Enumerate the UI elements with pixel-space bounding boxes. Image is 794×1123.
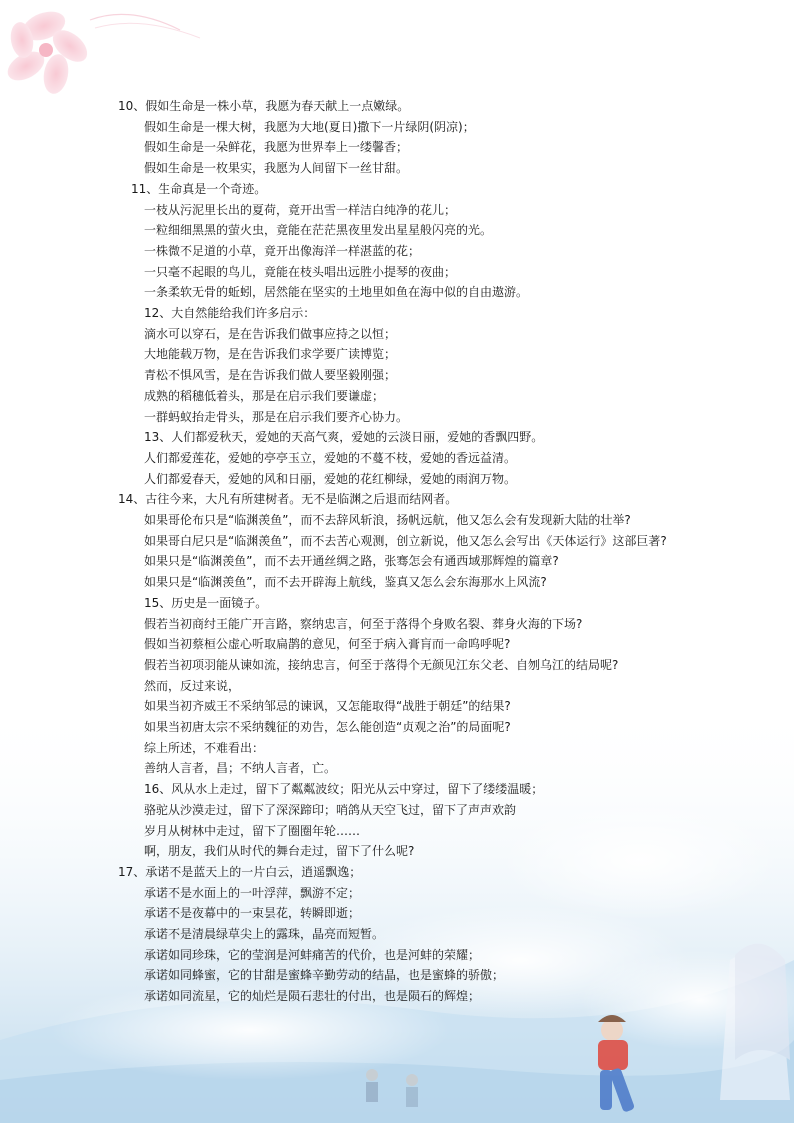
text-line: 然而，反过来说， xyxy=(144,679,241,693)
text-line: 大地能载万物，是在告诉我们求学要广读博览； xyxy=(144,347,397,361)
text-line: 假如当初蔡桓公虚心听取扁鹊的意见，何至于病入膏肓而一命呜呼呢? xyxy=(144,637,511,651)
text-line: 青松不惧风雪，是在告诉我们做人要坚毅刚强； xyxy=(144,368,397,382)
text-line: 啊，朋友，我们从时代的舞台走过，留下了什么呢? xyxy=(144,844,415,858)
text-line: 15、历史是一面镜子。 xyxy=(144,596,268,610)
text-line: 11、生命真是一个奇迹。 xyxy=(131,182,267,196)
text-line: 善纳人言者，昌；不纳人言者，亡。 xyxy=(144,761,337,775)
text-line: 如果只是“临渊羡鱼”，而不去开辟海上航线，鉴真又怎么会东海那水上风流? xyxy=(144,575,547,589)
text-line: 骆驼从沙漠走过，留下了深深蹄印；哨鸽从天空飞过，留下了声声欢韵 xyxy=(144,803,517,817)
text-line: 12、大自然能给我们许多启示： xyxy=(144,306,316,320)
text-line: 假若当初商纣王能广开言路，察纳忠言，何至于落得个身败名裂、葬身火海的下场? xyxy=(144,617,583,631)
text-line: 一条柔软无骨的蚯蚓，居然能在坚实的土地里如鱼在海中似的自由遨游。 xyxy=(144,285,529,299)
text-line: 承诺如同蜂蜜，它的甘甜是蜜蜂辛勤劳动的结晶，也是蜜蜂的骄傲； xyxy=(144,968,505,982)
text-line: 成熟的稻穗低着头，那是在启示我们要谦虚； xyxy=(144,389,385,403)
text-line: 一株微不足道的小草，竟开出像海洋一样湛蓝的花； xyxy=(144,244,421,258)
text-line: 假如生命是一棵大树，我愿为大地(夏日)撒下一片绿阴(阴凉)； xyxy=(144,120,475,134)
text-line: 如果当初唐太宗不采纳魏征的劝告，怎么能创造“贞观之治”的局面呢? xyxy=(144,720,511,734)
text-line: 如果只是“临渊羡鱼”，而不去开通丝绸之路，张骞怎会有通西域那辉煌的篇章? xyxy=(144,554,559,568)
text-line: 一枝从污泥里长出的夏荷，竟开出雪一样洁白纯净的花儿； xyxy=(144,203,457,217)
text-line: 14、古往今来，大凡有所建树者。无不是临渊之后退而结网者。 xyxy=(118,492,458,506)
text-line: 一只毫不起眼的鸟儿，竟能在枝头唱出远胜小提琴的夜曲； xyxy=(144,265,457,279)
text-line: 岁月从树林中走过，留下了圈圈年轮…… xyxy=(144,824,361,838)
text-line: 假若当初项羽能从谏如流，接纳忠言，何至于落得个无颜见江东父老、自刎乌江的结局呢? xyxy=(144,658,619,672)
text-line: 假如生命是一朵鲜花，我愿为世界奉上一缕馨香； xyxy=(144,140,409,154)
flower-decoration xyxy=(3,6,200,96)
text-line: 如果当初齐威王不采纳邹忌的谏讽，又怎能取得“战胜于朝廷”的结果? xyxy=(144,699,511,713)
girl-figure xyxy=(720,944,790,1100)
text-line: 17、承诺不是蓝天上的一片白云，逍遥飘逸； xyxy=(118,865,362,879)
text-line: 13、人们都爱秋天，爱她的天高气爽，爱她的云淡日丽，爱她的香飘四野。 xyxy=(144,430,544,444)
text-line: 如果哥伦布只是“临渊羡鱼”，而不去辞风斩浪，扬帆远航，他又怎么会有发现新大陆的壮举? xyxy=(144,513,631,527)
text-line: 承诺不是清晨绿草尖上的露珠，晶亮而短暂。 xyxy=(144,927,385,941)
text-line: 一粒细细黑黑的萤火虫，竟能在茫茫黑夜里发出星星般闪亮的光。 xyxy=(144,223,493,237)
text-line: 16、风从水上走过，留下了粼粼波纹；阳光从云中穿过，留下了缕缕温暖； xyxy=(144,782,544,796)
text-line: 综上所述，不难看出： xyxy=(144,741,265,755)
text-line: 如果哥白尼只是“临渊羡鱼”，而不去苦心观测，创立新说，他又怎么会写出《天体运行》这部巨著? xyxy=(144,534,667,548)
text-line: 承诺不是水面上的一叶浮萍，飘游不定； xyxy=(144,886,361,900)
text-line: 承诺如同流星，它的灿烂是陨石悲壮的付出，也是陨石的辉煌； xyxy=(144,989,481,1003)
text-line: 一群蚂蚁抬走骨头，那是在启示我们要齐心协力。 xyxy=(144,410,409,424)
text-line: 假如生命是一枚果实，我愿为人间留下一丝甘甜。 xyxy=(144,161,409,175)
text-line: 承诺如同珍珠，它的莹润是河蚌痛苦的代价，也是河蚌的荣耀； xyxy=(144,948,481,962)
text-line: 人们都爱莲花，爱她的亭亭玉立，爱她的不蔓不枝，爱她的香远益清。 xyxy=(144,451,517,465)
text-line: 10、假如生命是一株小草，我愿为春天献上一点嫩绿。 xyxy=(118,99,410,113)
text-line: 滴水可以穿石，是在告诉我们做事应持之以恒； xyxy=(144,327,397,341)
text-line: 承诺不是夜幕中的一束昙花，转瞬即逝； xyxy=(144,906,361,920)
text-line: 人们都爱春天，爱她的风和日丽，爱她的花红柳绿，爱她的雨润万物。 xyxy=(144,472,517,486)
